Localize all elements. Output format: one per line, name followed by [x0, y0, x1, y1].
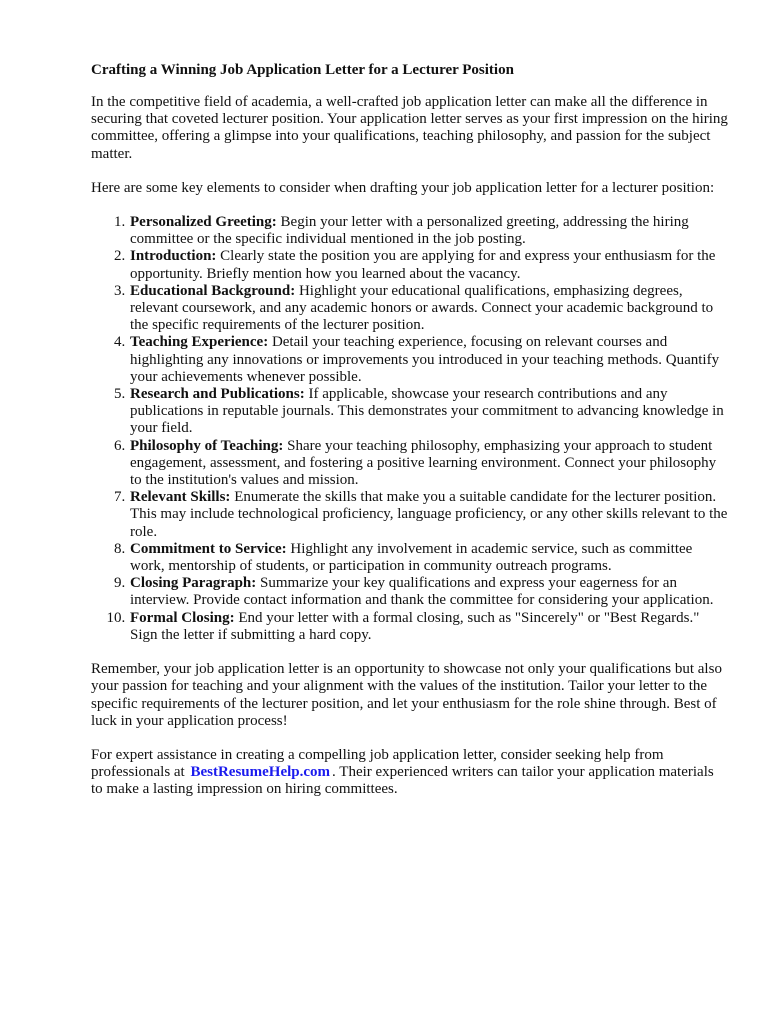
- remember-paragraph: Remember, your job application letter is an opportunity to showcase not only your qualifications but also your passion for teaching and your alignment with the values of the institution. Tailor your letter to the specific requirements of the lecturer position, and let your enthusiasm for the role shine through. Best of luck in your application process!: [91, 661, 722, 729]
- assistance-text-before: For expert assistance in creating a compelling job application letter, consider seeking help from professionals at: [91, 746, 664, 781]
- list-item-text: Detail your teaching experience, focusing on relevant courses and highlighting any innovations or improvements you introduced in your teaching methods. Quantify your achievements whenever possible.: [130, 334, 720, 385]
- list-item: [129, 575, 728, 609]
- list-item-text: Begin your letter with a personalized greeting, addressing the hiring committee or the specific individual mentioned in the job posting.: [130, 214, 689, 248]
- list-item: [129, 489, 728, 541]
- list-item: [129, 438, 728, 490]
- list-item: [129, 334, 728, 386]
- list-item-text: If applicable, showcase your research contributions and any publications in reputable journals. This demonstrates your commitment to advancing knowledge in your field.: [130, 386, 724, 437]
- list-item-text: Highlight any involvement in academic service, such as committee work, mentorship of students, or participation in community outreach programs.: [130, 540, 693, 575]
- list-item-term: Closing Paragraph:: [130, 575, 257, 592]
- list-item: [129, 283, 728, 335]
- list-item: [129, 610, 728, 644]
- bestresumehelp-link[interactable]: BestResumeHelp.com: [190, 764, 331, 781]
- list-item-text: Summarize your key qualifications and express your eagerness for an interview. Provide contact information and thank the committee for considering your application.: [130, 575, 714, 609]
- assistance-text-after: . Their experienced writers can tailor your application materials to make a lasting impression on hiring committees.: [91, 764, 714, 798]
- list-item-term: Research and Publications:: [130, 386, 305, 403]
- list-item: [129, 214, 728, 248]
- list-item-text: End your letter with a formal closing, such as "Sincerely" or "Best Regards." Sign the letter if submitting a hard copy.: [130, 609, 700, 643]
- list-item-term: Personalized Greeting:: [130, 214, 277, 231]
- list-item-text: Clearly state the position you are applying for and express your enthusiasm for the opportunity. Briefly mention how you learned about the vacancy.: [130, 248, 716, 282]
- list-item-text: Highlight your educational qualifications, emphasizing degrees, relevant coursework, and any academic honors or awards. Connect your academic background to the specific requirements of the lecturer position.: [130, 282, 714, 334]
- list-intro-paragraph: Here are some key elements to consider when drafting your job application letter for a lecturer position:: [91, 179, 715, 196]
- list-item-term: Formal Closing:: [130, 609, 235, 626]
- list-item-term: Relevant Skills:: [130, 489, 231, 506]
- list-item: [129, 541, 728, 575]
- list-item-term: Introduction:: [130, 248, 217, 265]
- list-item-term: Educational Background:: [130, 282, 296, 299]
- list-item-term: Philosophy of Teaching:: [130, 437, 284, 454]
- list-item-term: Commitment to Service:: [130, 540, 287, 557]
- list-item: [129, 248, 728, 282]
- assistance-paragraph: [91, 747, 728, 799]
- key-elements-list: [91, 214, 728, 644]
- list-item-text: Share your teaching philosophy, emphasizing your approach to student engagement, assessment, and fostering a positive learning environment. Connect your philosophy to the institution's values and mission.: [130, 437, 717, 489]
- list-item-term: Teaching Experience:: [130, 334, 269, 351]
- list-item-text: Enumerate the skills that make you a suitable candidate for the lecturer position. This may include technological proficiency, language proficiency, or any other skills relevant to the role.: [130, 489, 728, 540]
- document-title: Crafting a Winning Job Application Letter for a Lecturer Position: [91, 62, 514, 78]
- intro-paragraph: In the competitive field of academia, a well-crafted job application letter can make all the difference in securing that coveted lecturer position. Your application letter serves as your first impression on the hiring committee, offering a glimpse into your qualifications, teaching philosophy, and passion for the subject matter.: [91, 94, 728, 162]
- list-item: [129, 386, 728, 438]
